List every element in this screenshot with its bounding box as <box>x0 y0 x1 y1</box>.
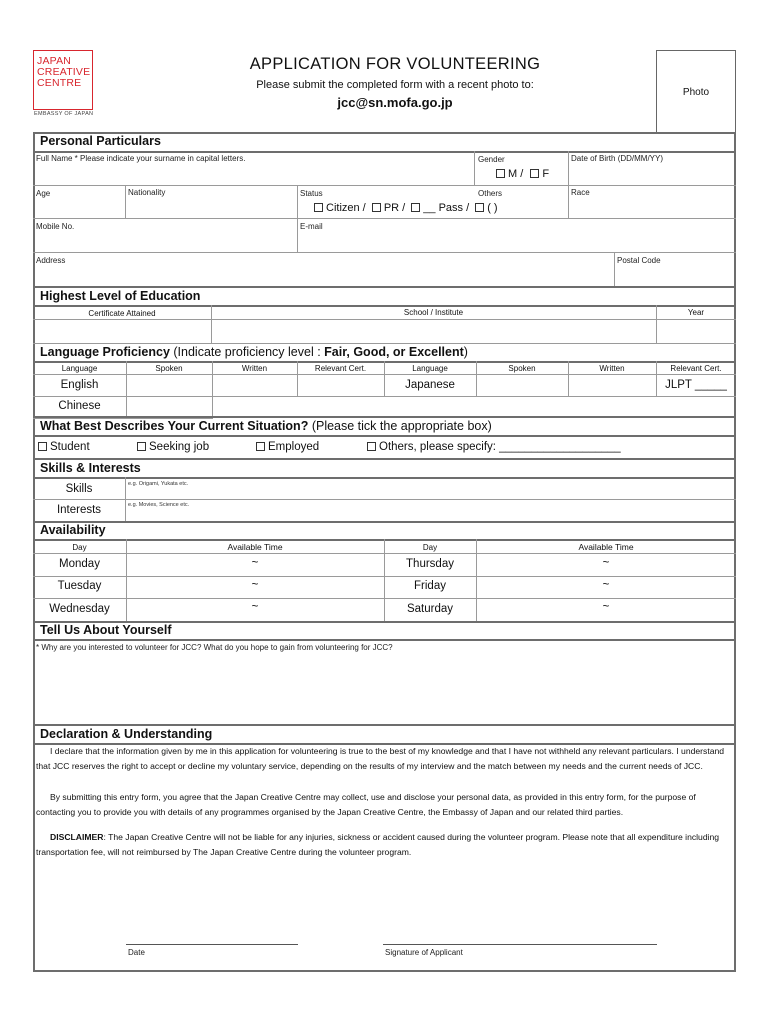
mobile-label: Mobile No. <box>36 222 75 231</box>
student-option[interactable]: Student <box>38 441 90 453</box>
jcc-logo: JAPAN CREATIVE CENTRE <box>33 50 93 110</box>
section-language: Language Proficiency (Indicate proficiency level : Fair, Good, or Excellent) <box>40 345 468 359</box>
section-about: Tell Us About Yourself <box>40 623 172 637</box>
nationality-label: Nationality <box>128 188 166 197</box>
others-option[interactable]: Others, please specify: ___________________ <box>367 441 621 453</box>
tuesday-time[interactable]: ~ <box>251 579 259 591</box>
pr-checkbox[interactable] <box>372 203 381 212</box>
school-header: School / Institute <box>403 308 464 317</box>
day-saturday: Saturday <box>406 603 454 615</box>
section-declaration: Declaration & Understanding <box>40 727 213 741</box>
dob-label: Date of Birth (DD/MM/YY) <box>571 154 664 163</box>
status-label: Status <box>300 189 323 198</box>
year-header: Year <box>687 308 705 317</box>
logo-subtitle: EMBASSY OF JAPAN <box>34 111 94 117</box>
avail-col-day: Day <box>72 543 87 552</box>
skills-label: Skills <box>65 483 93 495</box>
friday-time[interactable]: ~ <box>602 579 610 591</box>
declaration-p3: DISCLAIMER: The Japan Creative Centre will not be liable for any injuries, sickness or accident caused during the volunteer program. Please note that all expenditure including transportation fee, will not reimbursed by The Japan Creative Centre during the volunteer program. <box>36 832 720 858</box>
signature-line <box>383 944 657 945</box>
avail-col-time: Available Time <box>227 542 283 552</box>
section-education: Highest Level of Education <box>40 289 201 303</box>
lang-col-spoken: Spoken <box>155 364 183 373</box>
lang-col-language-2: Language <box>412 364 448 373</box>
lang-col-written: Written <box>241 364 268 373</box>
interests-hint: e.g. Movies, Science etc. <box>128 502 190 508</box>
avail-col-time-2: Available Time <box>578 542 634 552</box>
thursday-time[interactable]: ~ <box>602 557 610 569</box>
seeking-job-checkbox[interactable] <box>137 442 146 451</box>
lang-japanese: Japanese <box>405 379 455 391</box>
gender-label: Gender <box>478 155 505 164</box>
day-tuesday: Tuesday <box>57 580 102 592</box>
lang-col-spoken-2: Spoken <box>508 364 536 373</box>
lang-english: English <box>60 379 99 391</box>
about-prompt: * Why are you interested to volunteer for JCC? What do you hope to gain from volunteering for JCC? <box>36 643 393 652</box>
interests-label: Interests <box>56 504 102 516</box>
wednesday-time[interactable]: ~ <box>251 601 259 613</box>
pass-checkbox[interactable] <box>411 203 420 212</box>
monday-time[interactable]: ~ <box>251 557 259 569</box>
certificate-header: Certificate Attained <box>88 309 156 318</box>
date-label: Date <box>128 948 145 957</box>
citizen-checkbox[interactable] <box>314 203 323 212</box>
gender-options: M / F <box>496 168 549 180</box>
saturday-time[interactable]: ~ <box>602 601 610 613</box>
lang-chinese: Chinese <box>58 400 101 412</box>
lang-col-written-2: Written <box>599 364 625 373</box>
other-status-checkbox[interactable] <box>475 203 484 212</box>
lang-col-cert: Relevant Cert. <box>314 364 367 373</box>
page-subtitle: Please submit the completed form with a recent photo to: <box>256 79 534 91</box>
section-situation: What Best Describes Your Current Situation? (Please tick the appropriate box) <box>40 419 492 433</box>
employed-checkbox[interactable] <box>256 442 265 451</box>
section-personal: Personal Particulars <box>40 134 161 148</box>
photo-box[interactable]: Photo <box>656 50 736 132</box>
full-name-label: Full Name * Please indicate your surname in capital letters. <box>36 154 246 163</box>
postal-code-label: Postal Code <box>617 256 661 265</box>
lang-col-language: Language <box>61 364 98 373</box>
seeking-job-option[interactable]: Seeking job <box>137 441 209 453</box>
day-monday: Monday <box>59 558 100 570</box>
day-friday: Friday <box>414 580 446 592</box>
age-label: Age <box>36 189 51 198</box>
declaration-p2: By submitting this entry form, you agree that the Japan Creative Centre may collect, use and disclose your personal data, as provided in this entry form, for the purpose of contacting you to provide you with details of any programmes organised by the Japan Creative Centre, the Embassy of Japan and our related third parties. <box>36 792 696 818</box>
employed-option[interactable]: Employed <box>256 441 319 453</box>
signature-label: Signature of Applicant <box>385 948 463 957</box>
others-checkbox[interactable] <box>367 442 376 451</box>
submit-email: jcc@sn.mofa.go.jp <box>337 95 453 110</box>
lang-col-cert-2: Relevant Cert. <box>670 364 722 373</box>
student-checkbox[interactable] <box>38 442 47 451</box>
gender-f-checkbox[interactable] <box>530 169 539 178</box>
section-skills: Skills & Interests <box>40 461 141 475</box>
skills-hint: e.g. Origami, Yukata etc. <box>128 481 189 487</box>
email-label: E-mail <box>300 222 323 231</box>
page-title: APPLICATION FOR VOLUNTEERING <box>249 55 541 73</box>
others-label: Others <box>478 189 503 198</box>
section-availability: Availability <box>40 523 106 537</box>
date-line <box>126 944 298 945</box>
declaration-p1: I declare that the information given by me in this application for volunteering is true to the best of my knowledge and that I have not withheld any relevant particulars. I understand that JCC reserves the right to accept or decline my voluntary service, depending on the results of my interview and the match between my needs and the current needs of JCC. <box>36 746 725 772</box>
status-options: Citizen / PR / __ Pass / ( ) <box>314 202 498 214</box>
day-thursday: Thursday <box>406 558 454 570</box>
gender-m-checkbox[interactable] <box>496 169 505 178</box>
jlpt-field[interactable]: JLPT _____ <box>665 379 727 391</box>
avail-col-day-2: Day <box>422 543 438 552</box>
day-wednesday: Wednesday <box>49 603 110 615</box>
race-label: Race <box>571 188 590 197</box>
address-label: Address <box>36 256 66 265</box>
